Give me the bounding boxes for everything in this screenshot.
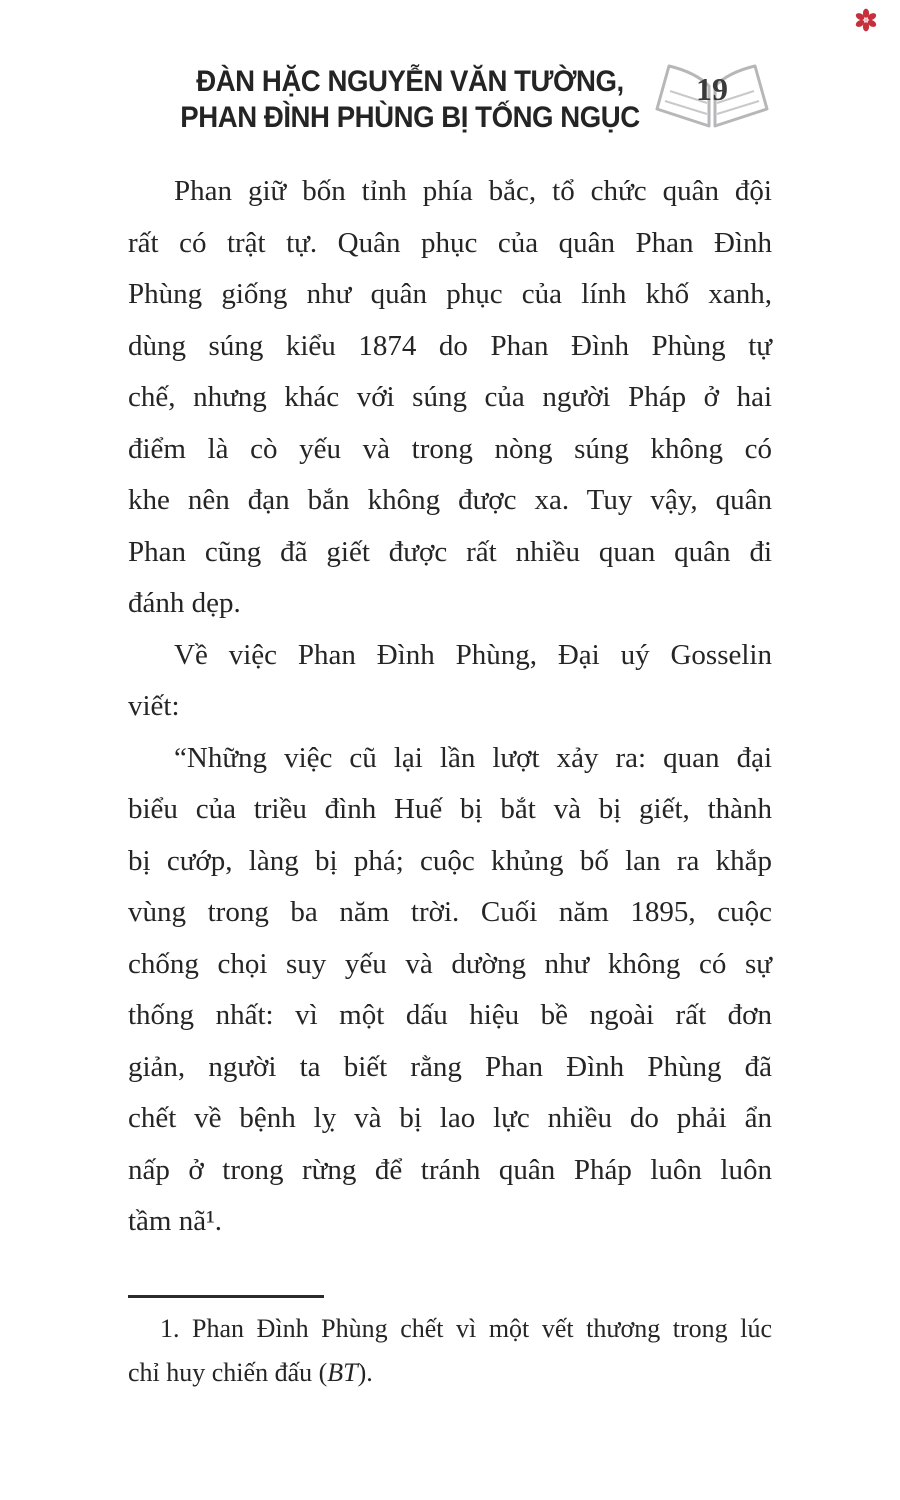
- text-line: bị cướp, làng bị phá; cuộc khủng bố lan ra khắp: [128, 844, 772, 877]
- text-line: vùng trong ba năm trời. Cuối năm 1895, cuộc: [128, 896, 772, 928]
- footnote-line2-prefix: chỉ huy chiến đấu (: [128, 1358, 328, 1387]
- chapter-title-line2: PHAN ĐÌNH PHÙNG BỊ TỐNG NGỤC: [180, 101, 640, 134]
- text-line: rất có trật tự. Quân phục của quân Phan Đình: [128, 226, 772, 259]
- text-line: biểu của triều đình Huế bị bắt và bị giết, thành: [128, 793, 772, 825]
- text-line: thống nhất: vì một dấu hiệu bề ngoài rất đơn: [128, 999, 772, 1031]
- body-text: [128, 166, 772, 1248]
- text-line: khe nên đạn bắn không được xa. Tuy vậy, quân: [128, 484, 772, 516]
- flower-icon: [854, 8, 878, 32]
- text-line: Phùng giống như quân phục của lính khố xanh,: [128, 278, 772, 310]
- footnote: [128, 1307, 772, 1395]
- text-line: tầm nã¹.: [128, 1205, 223, 1237]
- text-line: dùng súng kiểu 1874 do Phan Đình Phùng tự: [128, 329, 772, 362]
- text-line: điểm là cò yếu và trong nòng súng không có: [128, 432, 772, 465]
- footnote-line2-italic: BT: [327, 1358, 358, 1387]
- text-line: chống chọi suy yếu và dường như không có sự: [128, 947, 772, 980]
- chapter-title: [162, 64, 659, 136]
- footnote-line2-suffix: ).: [357, 1358, 373, 1387]
- text-line: chế, nhưng khác với súng của người Pháp ở hai: [128, 381, 772, 413]
- text-line: đánh dẹp.: [128, 587, 241, 619]
- text-line: chết về bệnh lỵ và bị lao lực nhiều do phải ẩn: [128, 1102, 772, 1134]
- text-line: Phan cũng đã giết được rất nhiều quan quân đi: [128, 535, 772, 568]
- page-number: 19: [696, 71, 728, 107]
- text-line: Về việc Phan Đình Phùng, Đại uý Gosselin: [174, 638, 772, 671]
- paragraph-3: [128, 733, 772, 1248]
- text-line: viết:: [128, 690, 180, 722]
- text-line: “Những việc cũ lại lần lượt xảy ra: quan đại: [174, 741, 772, 774]
- text-line: nấp ở trong rừng để tránh quân Pháp luôn luôn: [128, 1153, 772, 1186]
- text-line: Phan giữ bốn tỉnh phía bắc, tổ chức quân đội: [174, 175, 772, 207]
- paragraph-1: [128, 166, 772, 630]
- paragraph-2: [128, 630, 772, 733]
- footnote-line2: [128, 1351, 772, 1395]
- footnote-line1: 1. Phan Đình Phùng chết vì một vết thương trong lúc: [160, 1314, 772, 1343]
- open-book-icon: [650, 56, 774, 142]
- footnote-rule: [128, 1295, 324, 1298]
- text-line: giản, người ta biết rằng Phan Đình Phùng đã: [128, 1050, 772, 1083]
- chapter-title-line1: ĐÀN HẶC NGUYỄN VĂN TƯỜNG,: [196, 65, 624, 98]
